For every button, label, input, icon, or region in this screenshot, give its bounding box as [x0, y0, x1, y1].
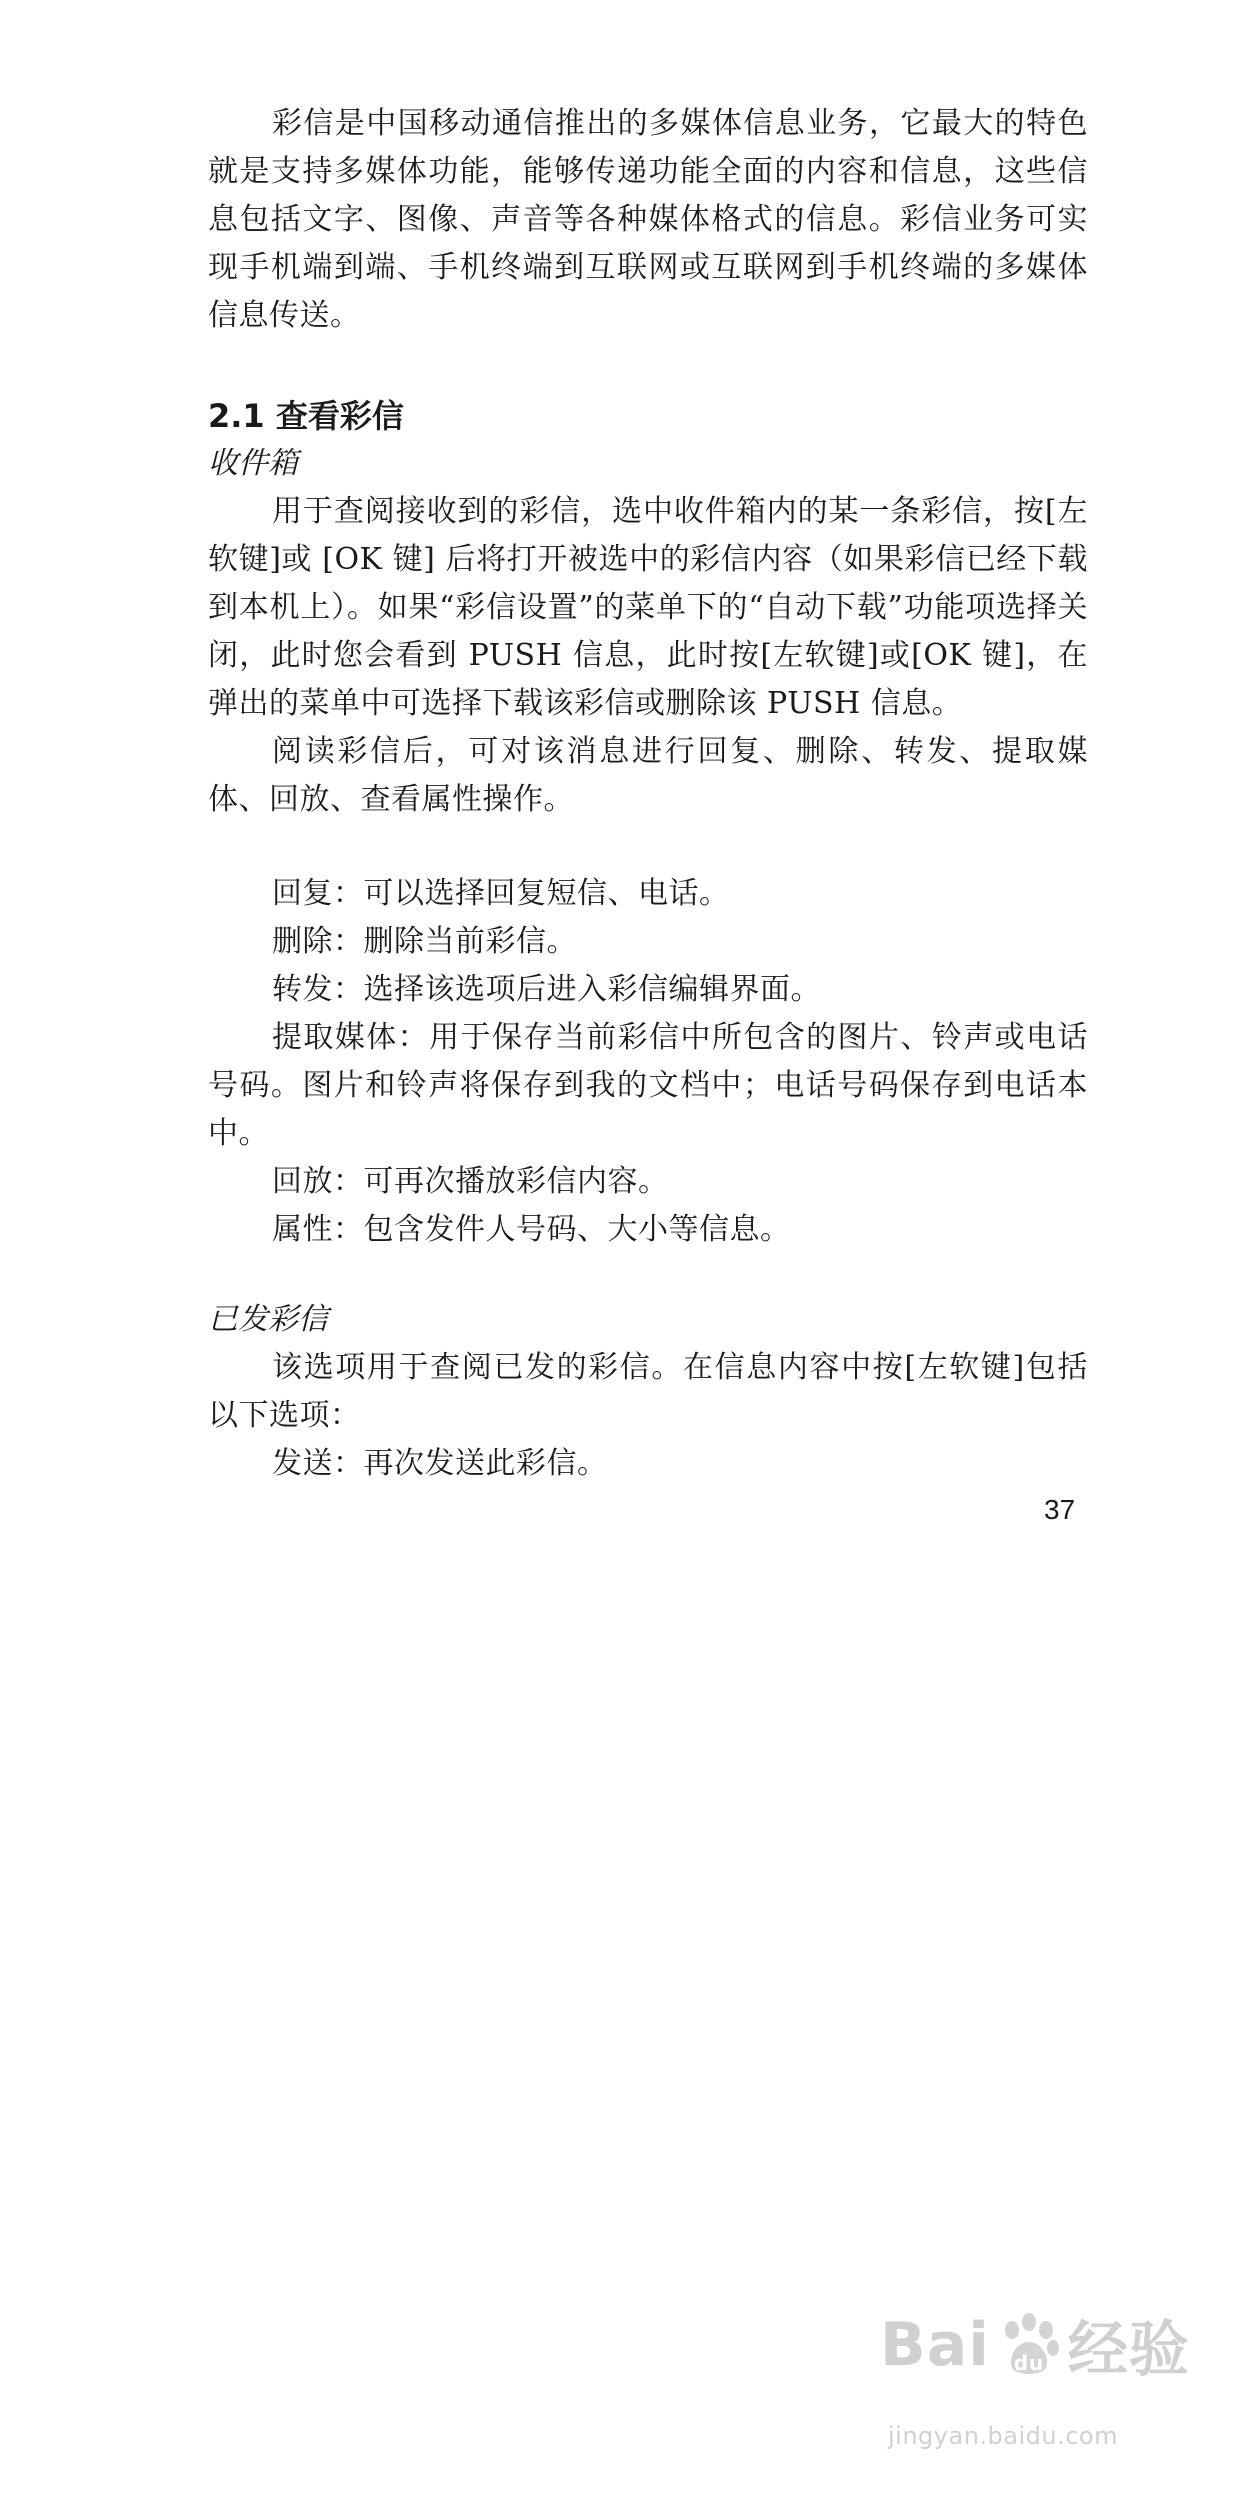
paw-icon [992, 2308, 1066, 2382]
section-heading: 2.1 查看彩信 [208, 397, 404, 435]
sent-paragraph: 该选项用于查阅已发的彩信。在信息内容中按[左软键]包括以下选项： [208, 1350, 1088, 1433]
option-properties: 属性：包含发件人号码、大小等信息。 [272, 1212, 791, 1247]
watermark-url: jingyan.baidu.com [888, 2422, 1118, 2450]
document-page [208, 100, 1088, 1488]
inbox-paragraph-2: 阅读彩信后，可对该消息进行回复、删除、转发、提取媒体、回放、查看属性操作。 [208, 734, 1088, 817]
option-extract-media: 提取媒体：用于保存当前彩信中所包含的图片、铃声或电话号码。图片和铃声将保存到我的文档中；电话号码保存到电话本中。 [208, 1020, 1088, 1151]
option-reply: 回复：可以选择回复短信、电话。 [272, 876, 730, 911]
inbox-options-list [208, 870, 1088, 1254]
option-replay: 回放：可再次播放彩信内容。 [272, 1164, 669, 1199]
baidu-jingyan-watermark [880, 2296, 1220, 2476]
intro-paragraph: 彩信是中国移动通信推出的多媒体信息业务，它最大的特色就是支持多媒体功能，能够传递功能全面的内容和信息，这些信息包括文字、图像、声音等各种媒体格式的信息。彩信业务可实现手机端到端、手机终端到互联网或互联网到手机终端的多媒体信息传送。 [208, 106, 1088, 333]
watermark-logo-text-bai: Bai [880, 2310, 990, 2380]
inbox-subheading: 收件箱 [208, 446, 298, 481]
option-forward: 转发：选择该选项后进入彩信编辑界面。 [272, 972, 821, 1007]
inbox-paragraph-1: 用于查阅接收到的彩信，选中收件箱内的某一条彩信，按[左软键]或 [OK 键] 后将打开被选中的彩信内容（如果彩信已经下载到本机上）。如果“彩信设置”的菜单下的“自动下载”功能项选择关闭，此时您会看到 PUSH 信息，此时按[左软键]或[OK 键]，在弹出的菜单中可选择下载该彩信或删除该 PUSH 信息。 [208, 494, 1088, 721]
option-delete: 删除：删除当前彩信。 [272, 924, 577, 959]
page-number: 37 [1044, 1494, 1076, 1525]
svg-text:du: du [1013, 2351, 1045, 2375]
watermark-logo-text-jingyan: 经验 [1067, 2315, 1190, 2385]
watermark-logo [880, 2302, 1190, 2388]
sent-subheading: 已发彩信 [208, 1302, 328, 1337]
option-send: 发送：再次发送此彩信。 [272, 1446, 608, 1481]
